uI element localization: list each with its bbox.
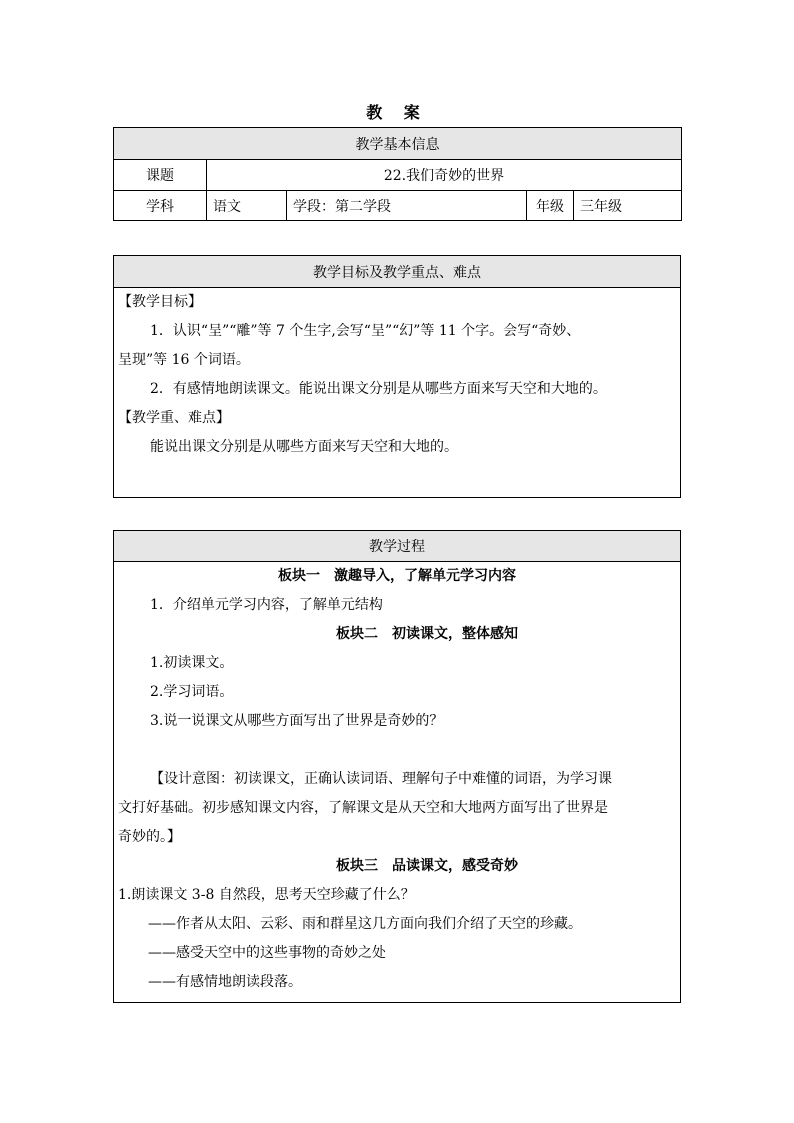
process-body <box>114 562 681 1003</box>
block-1-item-1: 1．介绍单元学习内容，了解单元结构 <box>150 597 383 613</box>
subject-value: 语文 <box>207 191 287 221</box>
subject-label: 学科 <box>114 191 207 221</box>
document-title: 教 案 <box>366 103 428 122</box>
goal-2: 2．有感情地朗读课文。能说出课文分别是从哪些方面来写天空和大地的。 <box>150 381 607 397</box>
design-intent-line-1: 【设计意图：初读课文，正确认读词语、理解句子中难懂的词语，为学习课 <box>150 771 612 787</box>
block-2-item-1: 1.初读课文。 <box>150 655 234 671</box>
design-intent-line-3: 奇妙的。】 <box>118 829 181 845</box>
goals-header: 教学目标及教学重点、难点 <box>114 256 681 288</box>
block-3-dash-2: ——感受天空中的这些事物的奇妙之处 <box>148 945 386 961</box>
basic-info-table <box>113 127 682 221</box>
goals-body <box>114 288 681 498</box>
basic-info-header: 教学基本信息 <box>114 128 682 160</box>
block-1-title: 板块一 激趣导入，了解单元学习内容 <box>278 568 516 584</box>
topic-label: 课题 <box>114 160 207 191</box>
block-2-item-3: 3.说一说课文从哪些方面写出了世界是奇妙的？ <box>150 713 444 729</box>
block-2-item-2: 2.学习词语。 <box>150 684 234 700</box>
block-3-item-1: 1.朗读课文 3-8 自然段，思考天空珍藏了什么？ <box>118 887 415 903</box>
block-3-dash-1: ——作者从太阳、云彩、雨和群星这几方面向我们介绍了天空的珍藏。 <box>148 916 582 932</box>
grade-value: 三年级 <box>574 191 682 221</box>
process-header: 教学过程 <box>114 531 681 562</box>
key-points-text: 能说出课文分别是从哪些方面来写天空和大地的。 <box>150 439 458 455</box>
key-points-heading: 【教学重、难点】 <box>118 410 230 426</box>
block-3-title: 板块三 品读课文，感受奇妙 <box>336 858 518 874</box>
grade-label: 年级 <box>527 191 574 221</box>
block-2-title: 板块二 初读课文，整体感知 <box>336 626 518 642</box>
goal-1-line-1: 1．认识“呈”“雕”等 7 个生字,会写“呈”“幻”等 11 个字。会写“奇妙、 <box>150 323 581 339</box>
stage-value: 学段：第二学段 <box>287 191 527 221</box>
goals-heading: 【教学目标】 <box>118 294 202 310</box>
blank-line <box>114 736 680 765</box>
goals-table <box>113 255 681 498</box>
block-3-dash-3: ——有感情地朗读段落。 <box>148 974 302 990</box>
topic-value: 22.我们奇妙的世界 <box>207 160 682 191</box>
design-intent-line-2: 文打好基础。初步感知课文内容，了解课文是从天空和大地两方面写出了世界是 <box>118 800 608 816</box>
goal-1-line-2: 呈现”等 16 个词语。 <box>118 352 250 368</box>
process-table <box>113 530 681 1003</box>
